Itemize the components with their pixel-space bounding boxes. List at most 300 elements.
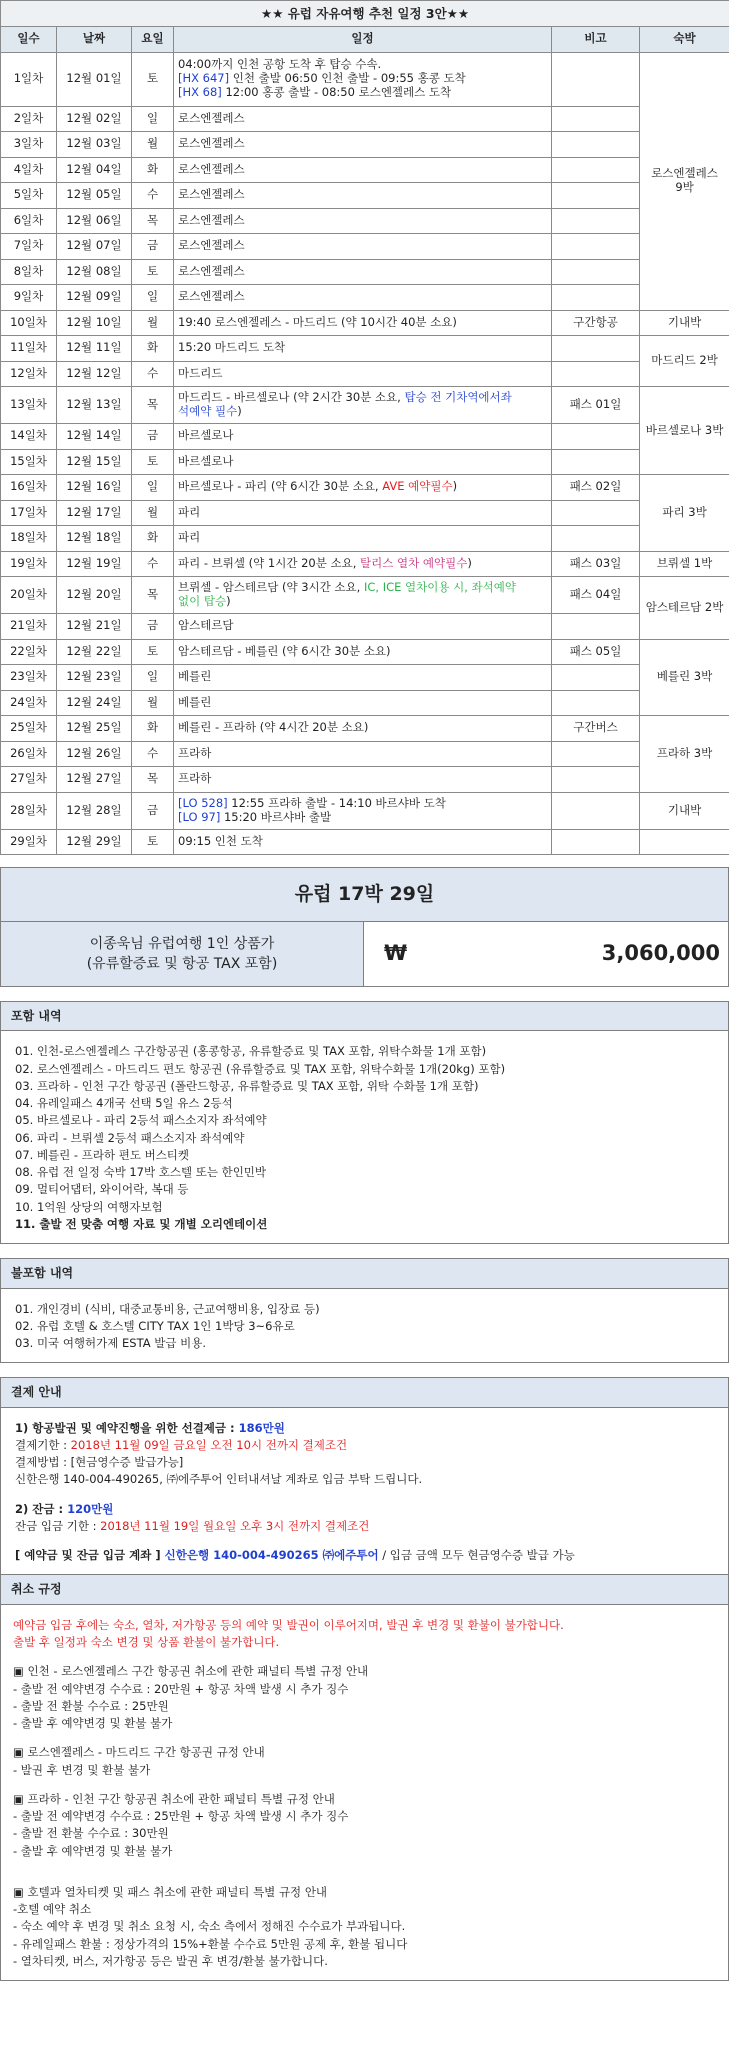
schedule-cell (174, 449, 552, 475)
schedule-text: 암스테르담 - 베를린 (약 6시간 30분 소요) (178, 643, 391, 658)
schedule-text: 로스엔젤레스 (178, 212, 245, 227)
schedule-line (178, 239, 547, 253)
day-cell: 28일차 (1, 792, 57, 829)
included-title: 포함 내역 (1, 1002, 728, 1031)
note-cell (552, 665, 640, 691)
date-cell: 12월 03일 (57, 132, 132, 158)
schedule-line (178, 506, 547, 520)
col-header-note: 비고 (552, 27, 640, 53)
included-list (1, 1031, 728, 1243)
schedule-text: 인천 출발 06:50 인천 출발 - 09:55 홍콩 도착 (232, 71, 466, 86)
day-cell: 10일차 (1, 310, 57, 336)
weekday-cell: 금 (132, 424, 174, 450)
cancel-body (1, 1605, 728, 1980)
trip-summary-title: 유럽 17박 29일 (1, 868, 728, 922)
stay-cell (640, 551, 729, 577)
schedule-cell (174, 183, 552, 209)
day-cell: 24일차 (1, 690, 57, 716)
weekday-cell: 금 (132, 614, 174, 640)
list-item: -호텔 예약 취소 (13, 1902, 92, 1917)
schedule-cell (174, 551, 552, 577)
date-cell: 12월 06일 (57, 208, 132, 234)
list-item: - 출발 전 예약변경 수수료 : 25만원 + 항공 차액 발생 시 추가 징수 (13, 1809, 349, 1824)
list-item: 02. 로스엔젤레스 - 마드리드 편도 항공권 (유류할증료 및 TAX 포함, 위탁수화물 1개(20kg) 포함) (15, 1061, 506, 1076)
table-row (1, 234, 729, 260)
schedule-text: 석예약 필수 (178, 404, 238, 418)
list-item: 01. 개인경비 (식비, 대중교통비용, 근교여행비용, 입장료 등) (15, 1301, 320, 1316)
payment-account-line: [ 예약금 및 잔금 입금 계좌 ] 신한은행 140-004-490265 ㈜에주투어 / 입금 금액 모두 현금영수증 발급 가능 (15, 1548, 575, 1563)
schedule-line (178, 455, 547, 469)
schedule-line (178, 137, 547, 151)
date-cell: 12월 29일 (57, 829, 132, 855)
schedule-text: 베를린 (178, 694, 212, 709)
date-cell: 12월 08일 (57, 259, 132, 285)
list-item: 04. 유레일패스 4개국 선택 5일 유스 2등석 (15, 1096, 233, 1111)
day-cell: 15일차 (1, 449, 57, 475)
schedule-line (178, 747, 547, 761)
table-row (1, 183, 729, 209)
note-cell (552, 259, 640, 285)
table-row (1, 475, 729, 501)
schedule-cell (174, 157, 552, 183)
date-cell: 12월 19일 (57, 551, 132, 577)
table-row (1, 577, 729, 614)
schedule-cell (174, 208, 552, 234)
payment-title: 결제 안내 (1, 1378, 728, 1407)
note-cell (552, 132, 640, 158)
note-cell (552, 741, 640, 767)
schedule-line (178, 619, 547, 633)
stay-text: 기내박 (667, 314, 702, 329)
schedule-text: [LO 97] (178, 809, 224, 824)
note-cell (552, 157, 640, 183)
date-cell: 12월 26일 (57, 741, 132, 767)
day-cell: 18일차 (1, 526, 57, 552)
schedule-text: [HX 647] (178, 71, 233, 86)
schedule-line (178, 772, 547, 786)
weekday-cell: 금 (132, 792, 174, 829)
day-cell: 19일차 (1, 551, 57, 577)
weekday-cell: 목 (132, 208, 174, 234)
schedule-cell (174, 52, 552, 106)
included-section (0, 1001, 729, 1244)
schedule-text: 12:55 프라하 출발 - 14:10 바르샤바 도착 (231, 795, 446, 810)
schedule-cell (174, 475, 552, 501)
table-row (1, 792, 729, 829)
schedule-cell (174, 336, 552, 362)
col-header-schedule: 일정 (174, 27, 552, 53)
day-cell: 4일차 (1, 157, 57, 183)
list-item: 07. 베를린 - 프라하 편도 버스티켓 (15, 1147, 190, 1162)
price-amount (364, 922, 728, 986)
excluded-section (0, 1258, 729, 1363)
schedule-cell (174, 716, 552, 742)
list-item: - 출발 전 환불 수수료 : 25만원 (13, 1698, 169, 1713)
list-item: ▣ 호텔과 열차티켓 및 패스 취소에 관한 패널티 특별 규정 안내 (13, 1884, 328, 1899)
day-cell: 6일차 (1, 208, 57, 234)
itinerary-table (0, 0, 729, 855)
payment-step1-method: 결제방법 : [현금영수증 발급가능] (15, 1455, 184, 1470)
cancel-warning-1: 예약금 입금 후에는 숙소, 열차, 저가항공 등의 예약 및 발권이 이루어지며, 발권 후 변경 및 환불이 불가합니다. (13, 1617, 564, 1632)
stay-text: 기내박 (667, 802, 702, 817)
note-cell: 패스 04일 (552, 577, 640, 614)
schedule-cell (174, 690, 552, 716)
list-item: - 출발 전 예약변경 수수료 : 20만원 + 항공 차액 발생 시 추가 징수 (13, 1681, 349, 1696)
payment-body (1, 1408, 728, 1575)
list-item: - 숙소 예약 후 변경 및 취소 요청 시, 숙소 측에서 정해진 수수료가 부과됩니다. (13, 1919, 406, 1934)
note-cell (552, 183, 640, 209)
schedule-text: 04:00까지 인천 공항 도착 후 탑승 수속. (178, 57, 382, 72)
stay-cell (640, 577, 729, 640)
note-cell (552, 767, 640, 793)
table-row (1, 526, 729, 552)
col-header-date: 날짜 (57, 27, 132, 53)
table-row (1, 829, 729, 855)
schedule-cell (174, 639, 552, 665)
schedule-cell (174, 665, 552, 691)
date-cell: 12월 25일 (57, 716, 132, 742)
list-item: 01. 인천-로스엔젤레스 구간항공권 (홍콩항공, 유류할증료 및 TAX 포함, 위탁수화물 1개 포함) (15, 1044, 487, 1059)
note-cell (552, 52, 640, 106)
schedule-text: ) (467, 555, 472, 570)
table-row (1, 424, 729, 450)
note-cell: 패스 01일 (552, 387, 640, 424)
stay-cell (640, 310, 729, 336)
schedule-text: ) (237, 404, 242, 418)
total-price-box (0, 867, 729, 987)
table-row (1, 132, 729, 158)
schedule-line (178, 696, 547, 710)
list-item: 10. 1억원 상당의 여행자보험 (15, 1199, 163, 1214)
stay-cell (640, 829, 729, 855)
cancel-group-3 (13, 1791, 714, 1860)
payment-step1: 1) 항공발권 및 예약진행을 위한 선결제금 : 186만원 (15, 1420, 285, 1435)
table-row (1, 551, 729, 577)
schedule-cell (174, 792, 552, 829)
date-cell: 12월 18일 (57, 526, 132, 552)
weekday-cell: 토 (132, 449, 174, 475)
stay-text: 파리 3박 (662, 504, 707, 519)
schedule-line (178, 557, 547, 571)
day-cell: 22일차 (1, 639, 57, 665)
stay-text: 암스테르담 2박 (645, 599, 724, 614)
schedule-cell (174, 361, 552, 387)
day-cell: 11일차 (1, 336, 57, 362)
table-row (1, 336, 729, 362)
col-header-day: 일수 (1, 27, 57, 53)
note-cell (552, 424, 640, 450)
weekday-cell: 목 (132, 577, 174, 614)
stay-cell (640, 792, 729, 829)
currency-symbol: ₩ (384, 941, 408, 966)
list-item: 03. 미국 여행허가제 ESTA 발급 비용. (15, 1336, 206, 1351)
schedule-text: 베를린 - 프라하 (약 4시간 20분 소요) (178, 720, 369, 735)
excluded-title: 불포함 내역 (1, 1259, 728, 1288)
schedule-cell (174, 741, 552, 767)
schedule-cell (174, 500, 552, 526)
date-cell: 12월 01일 (57, 52, 132, 106)
stay-cell (640, 387, 729, 475)
list-item: - 출발 후 예약변경 및 환불 불가 (13, 1843, 173, 1858)
cancel-group-1 (13, 1663, 714, 1732)
schedule-text: 베를린 (178, 669, 212, 684)
list-item: ▣ 프라하 - 인천 구간 항공권 취소에 관한 패널티 특별 규정 안내 (13, 1791, 335, 1806)
day-cell: 27일차 (1, 767, 57, 793)
schedule-cell (174, 132, 552, 158)
note-cell (552, 500, 640, 526)
date-cell: 12월 22일 (57, 639, 132, 665)
stay-text: 베를린 3박 (656, 669, 713, 684)
schedule-line (178, 811, 547, 825)
schedule-cell (174, 234, 552, 260)
payment-step1-account: 신한은행 140-004-490265, ㈜에주투어 인터내셔날 계좌로 입금 부탁 드립니다. (15, 1472, 423, 1487)
table-row (1, 449, 729, 475)
day-cell: 13일차 (1, 387, 57, 424)
note-cell: 패스 05일 (552, 639, 640, 665)
note-cell (552, 526, 640, 552)
schedule-text: 로스엔젤레스 (178, 238, 245, 253)
table-row (1, 259, 729, 285)
list-item: 11. 출발 전 맞춤 여행 자료 및 개별 오리엔테이션 (15, 1216, 268, 1231)
table-row (1, 741, 729, 767)
list-item: 05. 바르셀로나 - 파리 2등석 패스소지자 좌석예약 (15, 1113, 267, 1128)
weekday-cell: 월 (132, 310, 174, 336)
note-cell (552, 361, 640, 387)
payment-cancel-section (0, 1377, 729, 1981)
schedule-cell (174, 259, 552, 285)
day-cell: 9일차 (1, 285, 57, 311)
schedule-text: 없이 탑승 (178, 594, 227, 608)
weekday-cell: 화 (132, 716, 174, 742)
list-item: - 유레일패스 환불 : 정상가격의 15%+환불 수수료 5만원 공제 후, 환불 됩니다 (13, 1936, 408, 1951)
date-cell: 12월 07일 (57, 234, 132, 260)
note-cell: 구간항공 (552, 310, 640, 336)
col-header-weekday: 요일 (132, 27, 174, 53)
schedule-text: [LO 528] (178, 795, 232, 810)
table-row (1, 310, 729, 336)
note-cell (552, 614, 640, 640)
date-cell: 12월 04일 (57, 157, 132, 183)
note-cell (552, 234, 640, 260)
stay-cell (640, 639, 729, 716)
day-cell: 3일차 (1, 132, 57, 158)
stay-cell (640, 52, 729, 310)
weekday-cell: 목 (132, 767, 174, 793)
list-item: - 열차티켓, 버스, 저가항공 등은 발권 후 변경/환불 불가합니다. (13, 1953, 328, 1968)
list-item: 08. 유럽 전 일정 숙박 17박 호스텔 또는 한인민박 (15, 1165, 267, 1180)
date-cell: 12월 23일 (57, 665, 132, 691)
table-row (1, 716, 729, 742)
table-row (1, 52, 729, 106)
price-value: 3,060,000 (601, 941, 720, 966)
stay-text: 마드리드 2박 (651, 353, 718, 368)
day-cell: 1일차 (1, 52, 57, 106)
stay-text: 로스엔젤레스 9박 (651, 166, 718, 194)
note-cell (552, 792, 640, 829)
stay-cell (640, 716, 729, 793)
note-cell (552, 829, 640, 855)
schedule-text: IC, ICE 열차이용 시, 좌석예약 (363, 580, 516, 595)
weekday-cell: 수 (132, 551, 174, 577)
list-item: 09. 멀티어댑터, 와이어락, 복대 등 (15, 1182, 189, 1197)
schedule-line (178, 429, 547, 443)
note-cell: 패스 02일 (552, 475, 640, 501)
day-cell: 29일차 (1, 829, 57, 855)
date-cell: 12월 20일 (57, 577, 132, 614)
table-row (1, 614, 729, 640)
note-cell: 패스 03일 (552, 551, 640, 577)
schedule-text: 15:20 바르샤바 출발 (223, 809, 332, 824)
cancel-group-4 (13, 1884, 714, 1970)
schedule-text: 바르셀로나 (178, 428, 234, 443)
schedule-text: 마드리드 - 바르셀로나 (약 2시간 30분 소요, (178, 390, 405, 405)
schedule-text: 파리 (178, 504, 201, 519)
table-row (1, 208, 729, 234)
day-cell: 7일차 (1, 234, 57, 260)
schedule-text: 탑승 전 기차역에서좌 (404, 390, 512, 405)
schedule-text: 19:40 로스엔젤레스 - 마드리드 (약 10시간 40분 소요) (178, 314, 457, 329)
weekday-cell: 일 (132, 106, 174, 132)
schedule-line (178, 290, 547, 304)
schedule-line (178, 341, 547, 355)
stay-text: 브뤼셀 1박 (656, 555, 713, 570)
date-cell: 12월 16일 (57, 475, 132, 501)
price-label-sub: (유류할증료 및 항공 TAX 포함) (86, 956, 278, 972)
table-row (1, 767, 729, 793)
day-cell: 25일차 (1, 716, 57, 742)
weekday-cell: 화 (132, 526, 174, 552)
schedule-line (178, 316, 547, 330)
stay-cell (640, 475, 729, 552)
day-cell: 17일차 (1, 500, 57, 526)
schedule-cell (174, 310, 552, 336)
weekday-cell: 일 (132, 665, 174, 691)
day-cell: 12일차 (1, 361, 57, 387)
itinerary-title: ★★ 유럽 자유여행 추천 일정 3안★★ (1, 1, 729, 27)
schedule-line (178, 58, 547, 72)
price-label-main: 이종욱님 유럽여행 1인 상품가 (89, 935, 275, 952)
date-cell: 12월 17일 (57, 500, 132, 526)
table-row (1, 106, 729, 132)
table-row (1, 690, 729, 716)
note-cell (552, 208, 640, 234)
col-header-stay: 숙박 (640, 27, 729, 53)
schedule-text: 15:20 마드리드 도착 (178, 340, 286, 355)
schedule-line (178, 595, 547, 609)
table-row (1, 387, 729, 424)
date-cell: 12월 27일 (57, 767, 132, 793)
cancel-title: 취소 규정 (1, 1574, 728, 1604)
itinerary-body (1, 52, 729, 855)
list-item: - 발권 후 변경 및 환불 불가 (13, 1762, 151, 1777)
list-item: 02. 유럽 호텔 & 호스텔 CITY TAX 1인 1박당 3~6유로 (15, 1318, 295, 1333)
schedule-text: 로스엔젤레스 (178, 187, 245, 202)
date-cell: 12월 10일 (57, 310, 132, 336)
weekday-cell: 일 (132, 285, 174, 311)
date-cell: 12월 12일 (57, 361, 132, 387)
weekday-cell: 토 (132, 639, 174, 665)
schedule-line (178, 163, 547, 177)
date-cell: 12월 09일 (57, 285, 132, 311)
weekday-cell: 목 (132, 387, 174, 424)
list-item: ▣ 로스엔젤레스 - 마드리드 구간 항공권 규정 안내 (13, 1745, 265, 1760)
schedule-cell (174, 526, 552, 552)
table-row (1, 361, 729, 387)
schedule-line (178, 214, 547, 228)
schedule-text: 프라하 (178, 745, 212, 760)
table-row (1, 665, 729, 691)
note-cell (552, 690, 640, 716)
note-cell (552, 106, 640, 132)
day-cell: 2일차 (1, 106, 57, 132)
schedule-text: 09:15 인천 도착 (178, 833, 263, 848)
payment-step2-deadline: 잔금 입금 기한 : 2018년 11월 19일 월요일 오후 3시 전까지 결제조건 (15, 1518, 370, 1533)
day-cell: 23일차 (1, 665, 57, 691)
schedule-cell (174, 829, 552, 855)
weekday-cell: 일 (132, 475, 174, 501)
day-cell: 14일차 (1, 424, 57, 450)
schedule-cell (174, 767, 552, 793)
weekday-cell: 수 (132, 741, 174, 767)
stay-cell (640, 336, 729, 387)
schedule-text: 바르셀로나 - 파리 (약 6시간 30분 소요, (178, 479, 383, 494)
stay-text: 프라하 3박 (656, 745, 713, 760)
date-cell: 12월 14일 (57, 424, 132, 450)
schedule-line (178, 797, 547, 811)
note-cell (552, 285, 640, 311)
schedule-line (178, 670, 547, 684)
schedule-text: 12:00 홍콩 출발 - 08:50 로스엔젤레스 도착 (225, 84, 452, 99)
date-cell: 12월 21일 (57, 614, 132, 640)
weekday-cell: 화 (132, 157, 174, 183)
weekday-cell: 월 (132, 132, 174, 158)
schedule-line (178, 367, 547, 381)
schedule-text: 브뤼셀 - 암스테르담 (약 3시간 소요, (178, 580, 364, 595)
schedule-text: 파리 - 브뤼셀 (약 1시간 20분 소요, (178, 555, 361, 570)
schedule-line (178, 645, 547, 659)
schedule-line (178, 405, 547, 419)
date-cell: 12월 15일 (57, 449, 132, 475)
schedule-cell (174, 424, 552, 450)
schedule-text: 파리 (178, 530, 201, 545)
schedule-cell (174, 106, 552, 132)
schedule-text: 마드리드 (178, 365, 223, 380)
excluded-list (1, 1289, 728, 1363)
schedule-text: ) (226, 594, 231, 608)
day-cell: 21일차 (1, 614, 57, 640)
weekday-cell: 월 (132, 690, 174, 716)
date-cell: 12월 24일 (57, 690, 132, 716)
schedule-line (178, 188, 547, 202)
schedule-line (178, 391, 547, 405)
weekday-cell: 수 (132, 183, 174, 209)
schedule-line (178, 86, 547, 100)
weekday-cell: 화 (132, 336, 174, 362)
date-cell: 12월 11일 (57, 336, 132, 362)
schedule-text: 탈리스 열차 예약필수 (360, 555, 468, 570)
list-item: - 출발 후 예약변경 및 환불 불가 (13, 1716, 173, 1731)
date-cell: 12월 13일 (57, 387, 132, 424)
schedule-text: 로스엔젤레스 (178, 289, 245, 304)
stay-text: 바르셀로나 3박 (645, 422, 724, 437)
date-cell: 12월 05일 (57, 183, 132, 209)
schedule-text: AVE 예약필수 (382, 479, 453, 494)
table-row (1, 500, 729, 526)
note-cell (552, 336, 640, 362)
payment-step1-deadline: 결제기한 : 2018년 11월 09일 금요일 오전 10시 전까지 결제조건 (15, 1437, 348, 1452)
day-cell: 5일차 (1, 183, 57, 209)
day-cell: 16일차 (1, 475, 57, 501)
